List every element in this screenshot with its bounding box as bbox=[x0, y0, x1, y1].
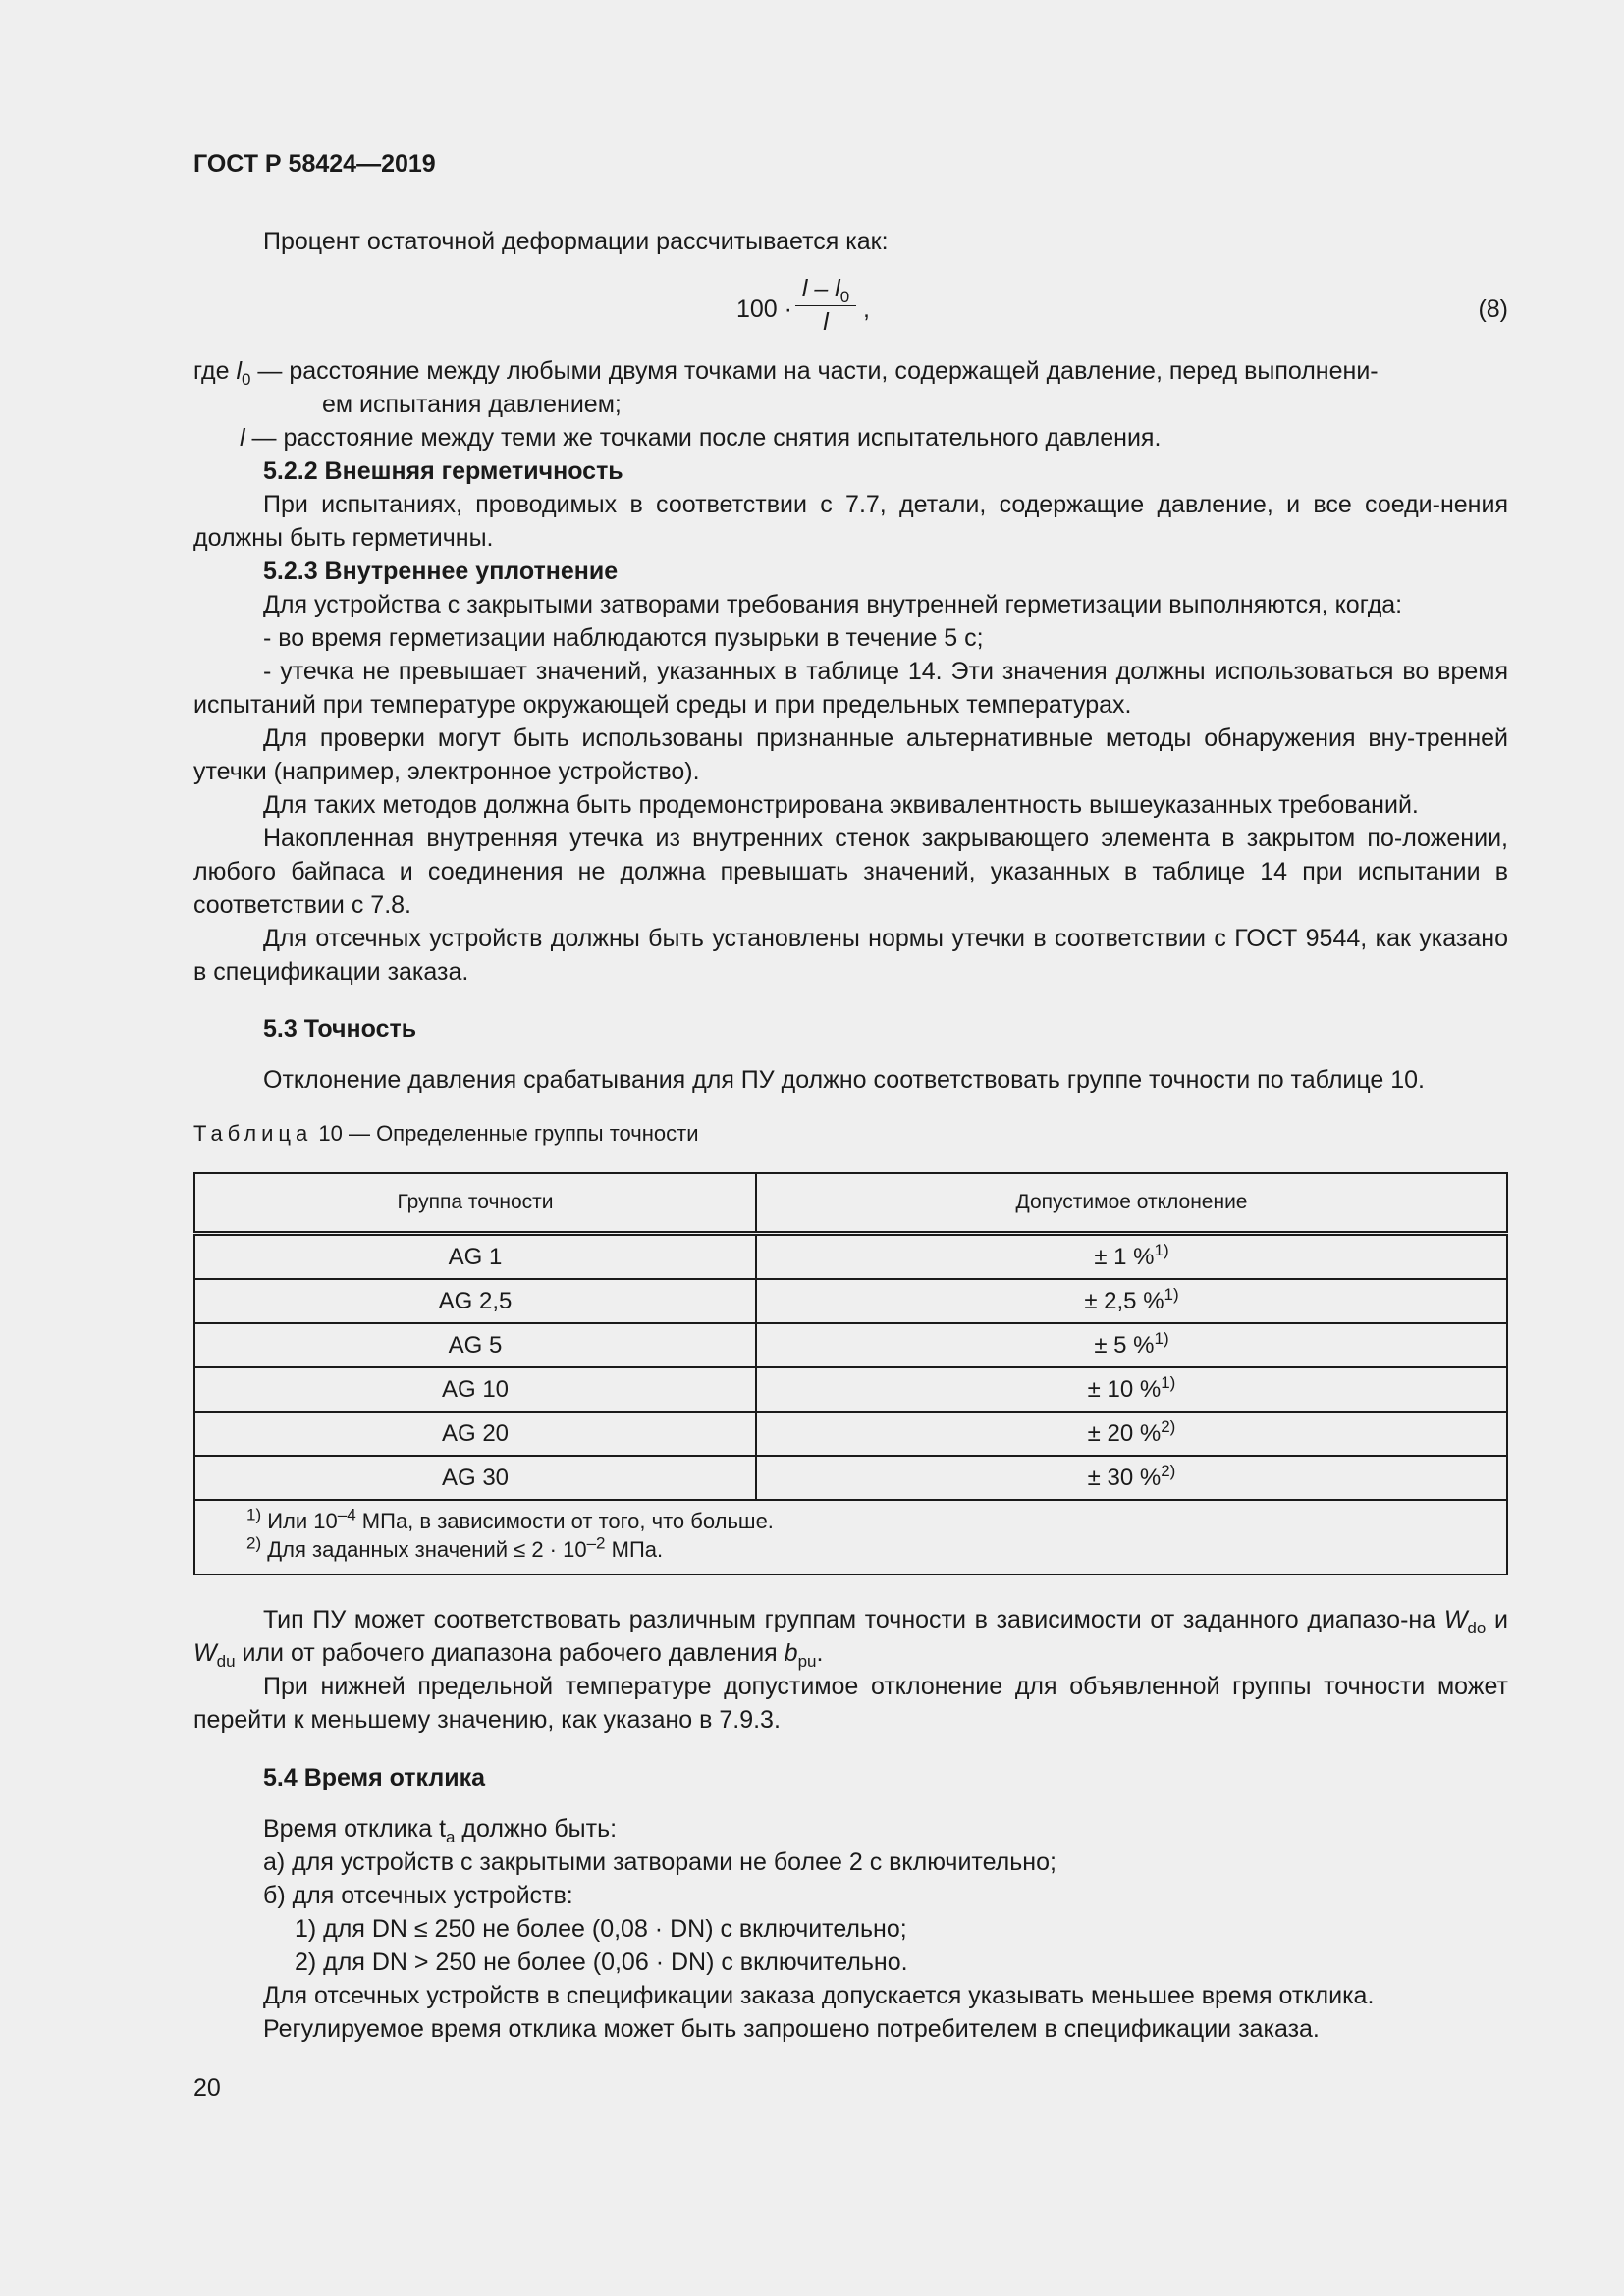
section-5-4-l1: Время отклика $t_a$ должно быть: bbox=[263, 1815, 618, 1846]
table-header-row bbox=[194, 1173, 1507, 1234]
section-5-3-title: 5.3 Точность bbox=[263, 1015, 417, 1042]
cell-deviation: ± 5 %$^{1)}$ bbox=[756, 1323, 1507, 1367]
table-row bbox=[194, 1279, 1507, 1323]
formula-denominator: l bbox=[823, 308, 829, 336]
table-caption: Таблица 10 — Определенные группы точности bbox=[193, 1121, 699, 1146]
after-table-p1: Тип ПУ может соответствовать различным группам точности в зависимости от заданного диапазо-на $W_{do}$ и $W_{du}$ или от рабочего диапазона рабочего давления $b_{pu}$. bbox=[193, 1606, 1508, 1671]
footnotes-cell bbox=[194, 1500, 1507, 1575]
section-5-2-2-title: 5.2.2 Внешняя герметичность bbox=[263, 457, 623, 485]
footnote-1: $^{1)}$ Или $10^{-4}$ МПа, в зависимости от того, что больше. bbox=[246, 1505, 774, 1533]
section-5-2-3-p3: - утечка не превышает значений, указанных в таблице 14. Эти значения должны использоваться во время испытаний при температуре окружающей среды и при предельных температурах. bbox=[193, 658, 1508, 719]
section-5-2-3-p5: Для таких методов должна быть продемонстрирована эквивалентность вышеуказанных требований. bbox=[263, 791, 1419, 819]
section-5-4-l5: 2) для DN > 250 не более (0,06 · DN) с включительно. bbox=[295, 1949, 908, 1976]
section-5-2-3-title: 5.2.3 Внутреннее уплотнение bbox=[263, 558, 619, 585]
formula-factor: 100 · bbox=[736, 295, 792, 323]
section-5-2-3-p4: Для проверки могут быть использованы признанные альтернативные методы обнаружения вну-тренней утечки (например, электронное устройство). bbox=[193, 724, 1508, 785]
where-def-2: l — расстояние между теми же точками после снятия испытательного давления. bbox=[240, 424, 1162, 452]
document-id: ГОСТ Р 58424—2019 bbox=[193, 150, 436, 178]
footnote-2: $^{2)}$ Для заданных значений ≤ $2 \cdot 10^{-2}$ МПа. bbox=[246, 1533, 664, 1562]
header-deviation: Допустимое отклонение bbox=[756, 1173, 1507, 1234]
formula-8 bbox=[193, 273, 1508, 351]
formula-fraction bbox=[795, 273, 856, 338]
section-5-2-3-p1: Для устройства с закрытыми затворами требования внутренней герметизации выполняются, когда: bbox=[263, 591, 1403, 618]
cell-group: AG 20 bbox=[194, 1412, 756, 1456]
section-5-2-2-text: При испытаниях, проводимых в соответствии с 7.7, детали, содержащие давление, и все соеди-нения должны быть герметичны. bbox=[193, 491, 1508, 552]
section-5-2-3-p2: - во время герметизации наблюдаются пузырьки в течение 5 с; bbox=[263, 624, 984, 652]
cell-group: AG 30 bbox=[194, 1456, 756, 1500]
section-5-3-text: Отклонение давления срабатывания для ПУ должно соответствовать группе точности по таблице 10. bbox=[263, 1066, 1426, 1094]
cell-group: AG 10 bbox=[194, 1367, 756, 1412]
cell-deviation: ± 2,5 %$^{1)}$ bbox=[756, 1279, 1507, 1323]
where-def-1-cont: ем испытания давлением; bbox=[322, 391, 622, 418]
where-def-1: где $l_0$ — расстояние между любыми двумя точками на части, содержащей давление, перед выполнени- bbox=[193, 357, 1379, 389]
section-5-4-l7: Регулируемое время отклика может быть запрошено потребителем в спецификации заказа. bbox=[263, 2015, 1320, 2043]
table-row bbox=[194, 1234, 1507, 1280]
section-5-2-3-p6: Накопленная внутренняя утечка из внутренних стенок закрывающего элемента в закрытом по-ложении, любого байпаса и соединения не должна превышать значений, указанных в таблице 14 при испытании в соответствии с 7.8. bbox=[193, 825, 1508, 919]
formula-number: (8) bbox=[1478, 295, 1508, 323]
cell-group: AG 5 bbox=[194, 1323, 756, 1367]
table-footnotes bbox=[194, 1500, 1507, 1575]
document-page bbox=[193, 0, 1508, 2296]
section-5-4-l2: а) для устройств с закрытыми затворами не более 2 с включительно; bbox=[263, 1848, 1056, 1876]
cell-group: AG 2,5 bbox=[194, 1279, 756, 1323]
section-5-4-title: 5.4 Время отклика bbox=[263, 1764, 486, 1791]
cell-deviation: ± 30 %$^{2)}$ bbox=[756, 1456, 1507, 1500]
section-5-4-l3: б) для отсечных устройств: bbox=[263, 1882, 573, 1909]
cell-group: AG 1 bbox=[194, 1234, 756, 1280]
formula-comma: , bbox=[863, 295, 870, 323]
page-number: 20 bbox=[193, 2074, 221, 2102]
section-5-2-3-p7: Для отсечных устройств должны быть установлены нормы утечки в соответствии с ГОСТ 9544, как указано в спецификации заказа. bbox=[193, 925, 1508, 986]
table-row bbox=[194, 1412, 1507, 1456]
formula-numerator: l – $l_0$ bbox=[795, 273, 856, 306]
header-group: Группа точности bbox=[194, 1173, 756, 1234]
cell-deviation: ± 10 %$^{1)}$ bbox=[756, 1367, 1507, 1412]
accuracy-table bbox=[193, 1172, 1508, 1575]
section-5-4-l4: 1) для DN ≤ 250 не более (0,08 · DN) с включительно; bbox=[295, 1915, 907, 1943]
table-row bbox=[194, 1323, 1507, 1367]
cell-deviation: ± 1 %$^{1)}$ bbox=[756, 1234, 1507, 1280]
table-row bbox=[194, 1456, 1507, 1500]
table-row bbox=[194, 1367, 1507, 1412]
cell-deviation: ± 20 %$^{2)}$ bbox=[756, 1412, 1507, 1456]
section-5-4-l6: Для отсечных устройств в спецификации заказа допускается указывать меньшее время отклика. bbox=[263, 1982, 1375, 2009]
intro-text: Процент остаточной деформации рассчитывается как: bbox=[263, 228, 889, 255]
after-table-p2: При нижней предельной температуре допустимое отклонение для объявленной группы точности может перейти к меньшему значению, как указано в 7.9.3. bbox=[193, 1673, 1508, 1734]
